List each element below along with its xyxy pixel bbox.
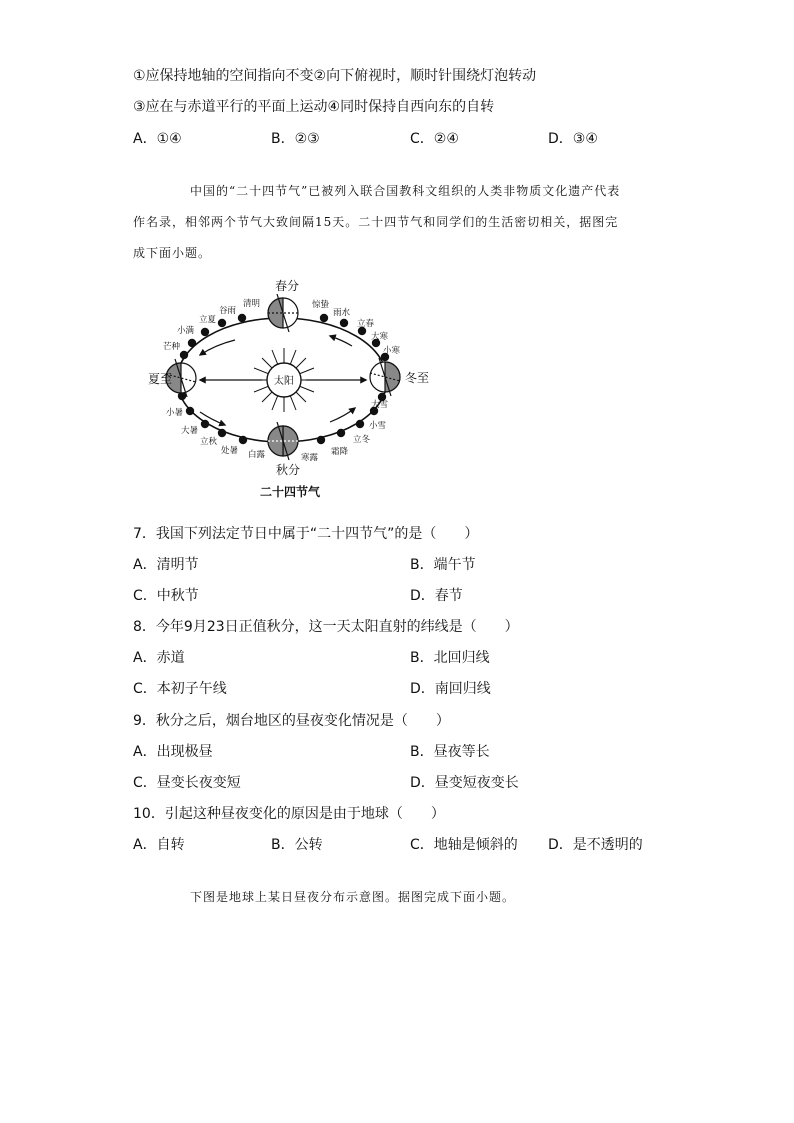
label-liqiu: 立秋 <box>200 437 218 447</box>
q8-option-b: B．北回归线 <box>410 650 490 666</box>
intro1-line-3: 成下面小题。 <box>133 246 212 260</box>
earth-winter <box>370 358 400 396</box>
label-bailu: 白露 <box>248 450 266 460</box>
q10-option-a: A．自转 <box>133 837 185 853</box>
label-xiaoxue: 小雪 <box>369 421 387 431</box>
prev-option-b: B．②③ <box>271 131 320 147</box>
q8-option-a: A．赤道 <box>133 650 185 666</box>
q7-option-c: C．中秋节 <box>133 588 199 604</box>
earth-autumn <box>268 422 298 460</box>
label-xiaohan: 小寒 <box>383 346 401 356</box>
q8-option-c: C．本初子午线 <box>133 681 227 697</box>
prev-question-line-1: ①应保持地轴的空间指向不变②向下俯视时，顺时针围绕灯泡转动 <box>133 68 537 84</box>
intro1-line-1: 中国的“二十四节气”已被列入联合国教科文组织的人类非物质文化遗产代表 <box>190 184 621 198</box>
q7-option-a: A．清明节 <box>133 557 199 573</box>
q7-stem: 7．我国下列法定节日中属于“二十四节气”的是（ ） <box>133 526 479 542</box>
label-spring: 春分 <box>274 279 300 293</box>
label-yushui: 雨水 <box>333 308 351 318</box>
intro1-line-2: 作名录，相邻两个节气大致间隔15天。二十四节气和同学们的生活密切相关，据图完 <box>133 215 619 229</box>
solar-terms-diagram <box>0 0 794 520</box>
label-winter: 冬至 <box>405 371 430 385</box>
q10-option-c: C．地轴是倾斜的 <box>410 837 518 853</box>
prev-option-a: A．①④ <box>133 131 182 147</box>
q9-option-c: C．昼变长夜变短 <box>133 775 241 791</box>
label-autumn: 秋分 <box>275 463 301 477</box>
label-dahan: 大寒 <box>371 332 389 342</box>
label-xiaoshu: 小暑 <box>166 408 184 418</box>
label-shuangjiang: 霜降 <box>331 447 349 457</box>
q8-stem: 8．今年9月23日正值秋分，这一天太阳直射的纬线是（ ） <box>133 619 519 635</box>
q7-option-d: D．春节 <box>410 588 463 604</box>
label-guyu: 谷雨 <box>219 306 237 316</box>
diagram-caption: 二十四节气 <box>259 485 321 499</box>
label-hanlu: 寒露 <box>301 453 319 463</box>
label-chushu: 处暑 <box>221 446 239 456</box>
prev-option-d: D．③④ <box>548 131 598 147</box>
label-daxue: 大雪 <box>371 400 389 410</box>
prev-option-c: C．②④ <box>410 131 459 147</box>
label-dashu: 大暑 <box>181 426 199 436</box>
q9-stem: 9．秋分之后，烟台地区的昼夜变化情况是（ ） <box>133 713 450 729</box>
label-lixia: 立夏 <box>199 315 217 325</box>
intro2-line-1: 下图是地球上某日昼夜分布示意图。据图完成下面小题。 <box>190 890 516 904</box>
label-qingming: 清明 <box>243 299 261 309</box>
label-lidong: 立冬 <box>353 435 371 445</box>
label-xiaoman: 小满 <box>177 326 195 336</box>
q10-stem: 10．引起这种昼夜变化的原因是由于地球（ ） <box>133 806 445 822</box>
q9-option-a: A．出现极昼 <box>133 744 213 760</box>
q8-option-d: D．南回归线 <box>410 681 491 697</box>
label-jingzhe: 惊蛰 <box>312 300 330 310</box>
label-mangzhong: 芒种 <box>163 342 181 352</box>
q10-option-b: B．公转 <box>271 837 323 853</box>
label-lichun: 立春 <box>357 319 375 329</box>
prev-question-line-2: ③应在与赤道平行的平面上运动④同时保持自西向东的自转 <box>133 99 495 115</box>
q7-option-b: B．端午节 <box>410 557 476 573</box>
earth-spring <box>268 294 298 332</box>
q9-option-d: D．昼变短夜变长 <box>410 775 519 791</box>
q9-option-b: B．昼夜等长 <box>410 744 490 760</box>
sun-label: 太阳 <box>274 376 294 387</box>
label-summer: 夏至 <box>148 372 173 386</box>
q10-option-d: D．是不透明的 <box>548 837 643 853</box>
